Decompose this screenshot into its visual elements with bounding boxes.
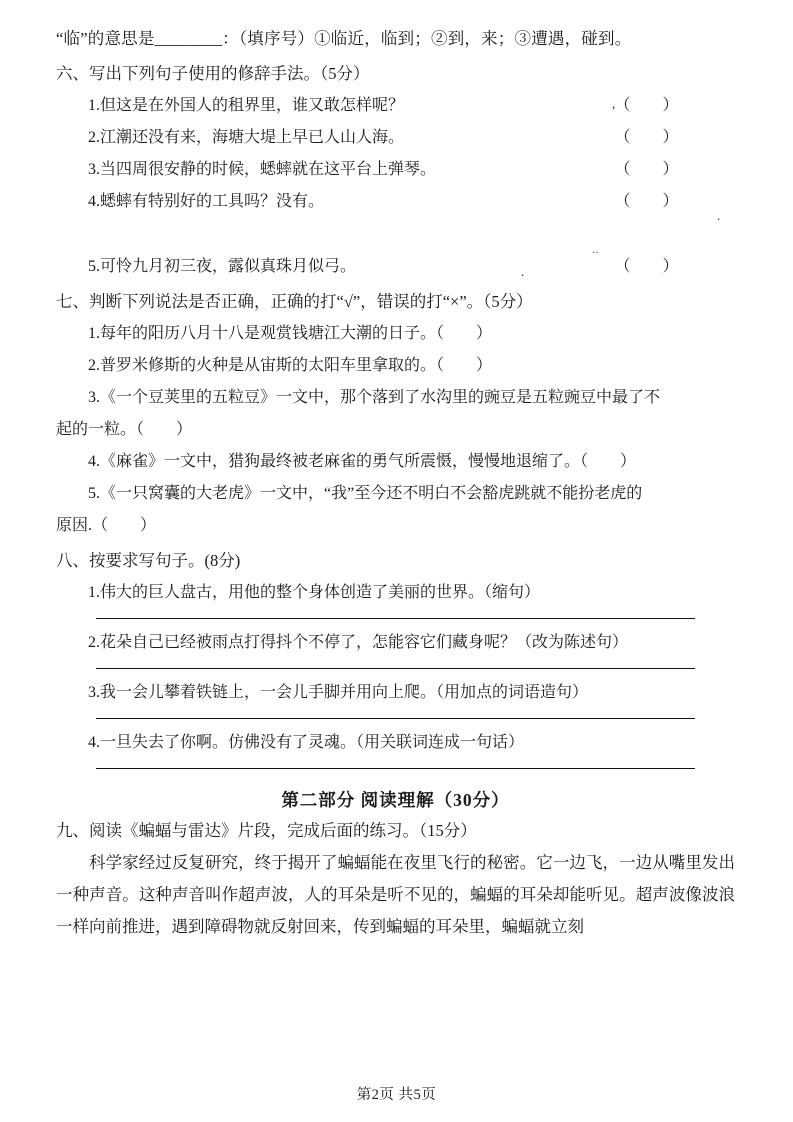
- question-6-5-answer-bracket[interactable]: （ ）: [614, 258, 679, 275]
- section-heading-7: 七、判断下列说法是否正确，正确的打“√”，错误的打“×”。（5分）: [56, 292, 533, 311]
- question-8-3: 3.我一会儿攀着铁链上，一会儿手脚并用向上爬。（用加点的词语造句）: [88, 684, 589, 701]
- question-8-1: 1.伟大的巨人盘古，用他的整个身体创造了美丽的世界。（缩句）: [88, 584, 541, 601]
- question-6-3-answer-bracket[interactable]: （ ）: [614, 161, 679, 178]
- answer-line-8-2[interactable]: [96, 668, 695, 669]
- answer-line-8-1[interactable]: [96, 618, 695, 619]
- question-6-2-answer-bracket[interactable]: （ ）: [614, 129, 679, 146]
- answer-line-8-3[interactable]: [96, 718, 695, 719]
- question-6-1-answer-bracket[interactable]: （ ）: [614, 97, 679, 114]
- question-6-2-text: 2.江潮还没有来，海塘大堤上早已人山人海。: [88, 129, 405, 146]
- question-6-4: [56, 186, 735, 218]
- stray-mark-dot-2: .: [717, 208, 721, 223]
- question-7-3-continued[interactable]: 起的一粒。（ ）: [56, 421, 193, 438]
- question-6-1: [56, 90, 735, 122]
- question-7-3[interactable]: 3.《一个豆荚里的五粒豆》一文中，那个落到了水沟里的豌豆是五粒豌豆中最了不: [88, 389, 661, 406]
- section-heading-6: 六、写出下列句子使用的修辞手法。（5分）: [56, 64, 370, 83]
- part-title: 第二部分 阅读理解（30分）: [281, 790, 510, 810]
- stray-mark-dots: ··: [592, 248, 599, 259]
- question-6-4-answer-bracket[interactable]: （ ）: [614, 193, 679, 210]
- question-6-5-text: 5.可怜九月初三夜，露似真珠月似弓。: [88, 258, 357, 275]
- question-8-4: 4.一旦失去了你啊。仿佛没有了灵魂。（用关联词连成一句话）: [88, 734, 525, 751]
- answer-line-8-4[interactable]: [96, 768, 695, 769]
- page-footer: 第2页 共5页: [356, 1087, 437, 1103]
- question-6-1-text: 1.但这是在外国人的租界里，谁又敢怎样呢？: [88, 97, 405, 114]
- top-continuation-line: “临”的意思是________：（填序号）①临近，临到；②到，来；③遭遇，碰到。: [56, 29, 632, 48]
- question-7-2[interactable]: 2.普罗米修斯的火种是从宙斯的太阳车里拿取的。（ ）: [88, 357, 493, 374]
- stray-mark-comma: ,: [612, 96, 616, 111]
- question-6-3: [56, 154, 735, 186]
- stray-mark-dot-1: .: [521, 264, 525, 279]
- question-7-1[interactable]: 1.每年的阳历八月十八是观赏钱塘江大潮的日子。（ ）: [88, 325, 493, 342]
- question-7-5[interactable]: 5.《一只窝囊的大老虎》一文中，“我”至今还不明白不会豁虎跳就不能扮老虎的: [88, 485, 643, 502]
- question-7-5-continued[interactable]: 原因.（ ）: [56, 517, 157, 534]
- blank-gap: [56, 218, 735, 251]
- section-heading-8: 八、按要求写句子。(8分): [56, 551, 241, 570]
- question-6-4-text: 4.蟋蟀有特别好的工具吗？没有。: [88, 193, 325, 210]
- section-heading-9: 九、阅读《蝙蝠与雷达》片段，完成后面的练习。（15分）: [56, 821, 477, 840]
- question-6-5: [56, 251, 735, 283]
- question-8-2: 2.花朵自己已经被雨点打得抖个不停了，怎能容它们藏身呢？（改为陈述句）: [88, 634, 629, 651]
- question-6-3-text: 3.当四周很安静的时候，蟋蟀就在这平台上弹琴。: [88, 161, 437, 178]
- reading-paragraph-1: 科学家经过反复研究，终于揭开了蝙蝠能在夜里飞行的秘密。它一边飞，一边从嘴里发出一种声音。这种声音叫作超声波，人的耳朵是听不见的，蝙蝠的耳朵却能听见。超声波像波浪一样向前推进，遇到障碍物就反射回来，传到蝙蝠的耳朵里，蝙蝠就立刻: [56, 853, 735, 936]
- question-7-4[interactable]: 4.《麻雀》一文中，猎狗最终被老麻雀的勇气所震慑，慢慢地退缩了。（ ）: [88, 453, 637, 470]
- question-6-2: [56, 122, 735, 154]
